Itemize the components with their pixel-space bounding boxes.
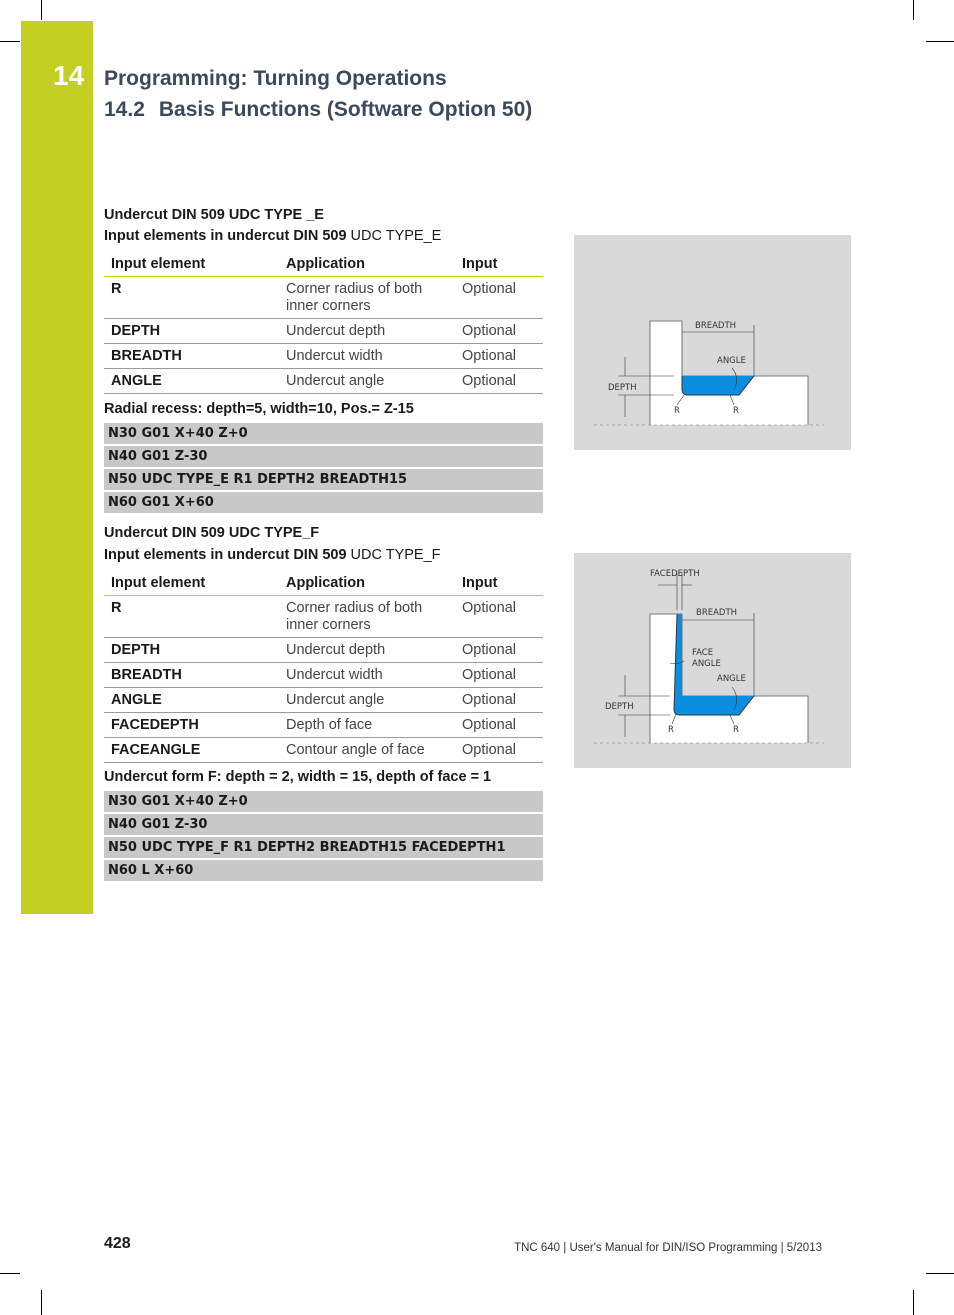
udc-f-heading: Undercut DIN 509 UDC TYPE_F bbox=[104, 525, 320, 541]
chapter-number: 14 bbox=[53, 60, 85, 91]
caption-rest: UDC TYPE_E bbox=[346, 228, 442, 244]
section-number: 14.2 bbox=[104, 98, 145, 121]
udc-e-code-block bbox=[104, 423, 543, 515]
label-r: R bbox=[668, 725, 674, 735]
udc-f-input-table bbox=[104, 570, 543, 763]
cell-application: Contour angle of face bbox=[279, 738, 455, 763]
caption-rest: UDC TYPE_F bbox=[346, 547, 441, 563]
table-row bbox=[104, 738, 543, 763]
crop-mark bbox=[41, 1290, 42, 1315]
cell-input: Optional bbox=[455, 688, 543, 713]
udc-f-example-heading: Undercut form F: depth = 2, width = 15, depth of face = 1 bbox=[104, 769, 492, 785]
label-r: R bbox=[674, 406, 680, 416]
column-header: Application bbox=[279, 570, 455, 596]
udc-f-table-caption bbox=[104, 547, 441, 563]
cell-application: Undercut width bbox=[279, 663, 455, 688]
table-row bbox=[104, 596, 543, 638]
cell-element: R bbox=[104, 596, 279, 638]
cell-input: Optional bbox=[455, 738, 543, 763]
code-line: N50 UDC TYPE_E R1 DEPTH2 BREADTH15 bbox=[104, 469, 543, 490]
crop-mark bbox=[913, 0, 914, 20]
column-header: Input element bbox=[104, 251, 279, 277]
label-angle: ANGLE bbox=[717, 356, 746, 366]
cell-application: Undercut angle bbox=[279, 688, 455, 713]
code-line: N30 G01 X+40 Z+0 bbox=[104, 423, 543, 444]
code-line: N50 UDC TYPE_F R1 DEPTH2 BREADTH15 FACEDEPTH1 bbox=[104, 837, 543, 858]
code-line: N30 G01 X+40 Z+0 bbox=[104, 791, 543, 812]
code-line: N40 G01 Z-30 bbox=[104, 814, 543, 835]
cell-application: Undercut width bbox=[279, 344, 455, 369]
udc-f-figure bbox=[574, 553, 851, 768]
crop-mark bbox=[41, 0, 42, 20]
cell-application: Corner radius of both inner corners bbox=[279, 277, 455, 319]
cell-element: FACEDEPTH bbox=[104, 713, 279, 738]
udc-e-table-caption bbox=[104, 228, 441, 244]
cell-element: DEPTH bbox=[104, 319, 279, 344]
section-title bbox=[104, 98, 532, 122]
chapter-title: Programming: Turning Operations bbox=[104, 67, 447, 90]
table-row bbox=[104, 369, 543, 394]
crop-mark bbox=[0, 41, 20, 42]
label-breadth: BREADTH bbox=[696, 608, 738, 618]
cell-application: Undercut depth bbox=[279, 319, 455, 344]
cell-input: Optional bbox=[455, 319, 543, 344]
label-depth: DEPTH bbox=[605, 702, 634, 712]
label-face: FACE bbox=[692, 648, 714, 658]
crop-mark bbox=[913, 1290, 914, 1315]
cell-input: Optional bbox=[455, 596, 543, 638]
table-row bbox=[104, 319, 543, 344]
udc-e-input-table bbox=[104, 251, 543, 394]
cell-element: BREADTH bbox=[104, 663, 279, 688]
cell-application: Depth of face bbox=[279, 713, 455, 738]
caption-bold: Input elements in undercut DIN 509 bbox=[104, 228, 347, 244]
table-row bbox=[104, 638, 543, 663]
footer-text: TNC 640 | User's Manual for DIN/ISO Programming | 5/2013 bbox=[514, 1242, 822, 1254]
udc-e-example-heading: Radial recess: depth=5, width=10, Pos.= Z-15 bbox=[104, 401, 414, 417]
label-r: R bbox=[733, 725, 739, 735]
cell-input: Optional bbox=[455, 369, 543, 394]
cell-element: FACEANGLE bbox=[104, 738, 279, 763]
code-line: N60 G01 X+60 bbox=[104, 492, 543, 513]
label-depth: DEPTH bbox=[608, 383, 637, 393]
label-facedepth: FACEDEPTH bbox=[650, 569, 700, 579]
cell-element: DEPTH bbox=[104, 638, 279, 663]
cell-element: BREADTH bbox=[104, 344, 279, 369]
cell-element: R bbox=[104, 277, 279, 319]
table-row bbox=[104, 688, 543, 713]
chapter-side-bar bbox=[21, 21, 93, 914]
column-header: Input element bbox=[104, 570, 279, 596]
table-row bbox=[104, 663, 543, 688]
udc-e-figure bbox=[574, 235, 851, 450]
cell-application: Undercut depth bbox=[279, 638, 455, 663]
crop-mark bbox=[0, 1273, 20, 1274]
label-r: R bbox=[733, 406, 739, 416]
section-name: Basis Functions (Software Option 50) bbox=[158, 98, 533, 121]
table-row bbox=[104, 344, 543, 369]
column-header: Input bbox=[455, 251, 543, 277]
table-row bbox=[104, 713, 543, 738]
udc-f-code-block bbox=[104, 791, 543, 883]
label-angle: ANGLE bbox=[717, 674, 746, 684]
cell-input: Optional bbox=[455, 713, 543, 738]
cell-application: Undercut angle bbox=[279, 369, 455, 394]
cell-element: ANGLE bbox=[104, 688, 279, 713]
crop-mark bbox=[926, 1273, 954, 1274]
column-header: Application bbox=[279, 251, 455, 277]
crop-mark bbox=[926, 41, 954, 42]
column-header: Input bbox=[455, 570, 543, 596]
cell-input: Optional bbox=[455, 638, 543, 663]
table-row bbox=[104, 277, 543, 319]
udc-e-heading: Undercut DIN 509 UDC TYPE _E bbox=[104, 207, 324, 223]
cell-input: Optional bbox=[455, 663, 543, 688]
code-line: N60 L X+60 bbox=[104, 860, 543, 881]
code-line: N40 G01 Z-30 bbox=[104, 446, 543, 467]
page-number: 428 bbox=[104, 1235, 131, 1252]
caption-bold: Input elements in undercut DIN 509 bbox=[104, 547, 347, 563]
cell-element: ANGLE bbox=[104, 369, 279, 394]
cell-input: Optional bbox=[455, 277, 543, 319]
label-breadth: BREADTH bbox=[695, 321, 737, 331]
cell-input: Optional bbox=[455, 344, 543, 369]
cell-application: Corner radius of both inner corners bbox=[279, 596, 455, 638]
label-face-angle: ANGLE bbox=[692, 659, 721, 669]
